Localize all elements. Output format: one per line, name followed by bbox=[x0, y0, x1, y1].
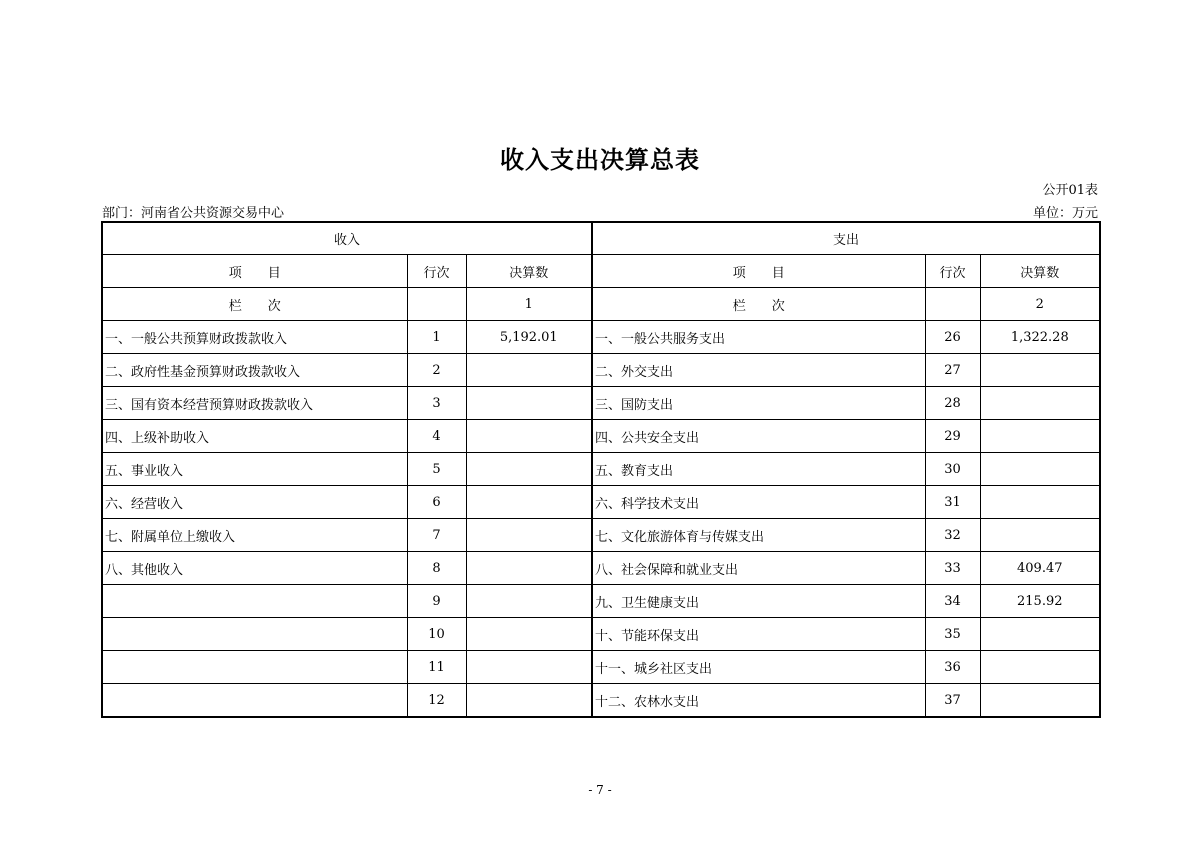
income-row-no: 4 bbox=[407, 420, 466, 453]
income-row-no: 11 bbox=[407, 651, 466, 684]
expense-row-no: 36 bbox=[925, 651, 980, 684]
income-amount bbox=[466, 552, 592, 585]
expense-amount bbox=[980, 387, 1100, 420]
income-amount bbox=[466, 486, 592, 519]
expense-item: 一、一般公共服务支出 bbox=[592, 321, 925, 354]
income-item: 六、经营收入 bbox=[102, 486, 407, 519]
page-number: - 7 - bbox=[588, 783, 612, 797]
table-row bbox=[102, 552, 1100, 585]
expense-amount bbox=[980, 354, 1100, 387]
expense-amount: 409.47 bbox=[980, 552, 1100, 585]
expense-col-blank bbox=[925, 288, 980, 321]
table-row bbox=[102, 618, 1100, 651]
table-row bbox=[102, 420, 1100, 453]
income-amount-header: 决算数 bbox=[466, 255, 592, 288]
income-item bbox=[102, 585, 407, 618]
expense-row-no: 34 bbox=[925, 585, 980, 618]
expense-item: 六、科学技术支出 bbox=[592, 486, 925, 519]
income-amount: 5,192.01 bbox=[466, 321, 592, 354]
expense-amount: 1,322.28 bbox=[980, 321, 1100, 354]
form-number: 公开01表 bbox=[1042, 183, 1098, 198]
income-row-no: 1 bbox=[407, 321, 466, 354]
expense-amount bbox=[980, 651, 1100, 684]
income-amount bbox=[466, 453, 592, 486]
expense-item: 五、教育支出 bbox=[592, 453, 925, 486]
expense-item-header: 项 目 bbox=[592, 255, 925, 288]
income-item: 七、附属单位上缴收入 bbox=[102, 519, 407, 552]
expense-row-no: 35 bbox=[925, 618, 980, 651]
expense-row-no: 32 bbox=[925, 519, 980, 552]
income-amount bbox=[466, 585, 592, 618]
expense-amount bbox=[980, 486, 1100, 519]
column-index-row bbox=[102, 288, 1100, 321]
table-row bbox=[102, 519, 1100, 552]
income-amount bbox=[466, 420, 592, 453]
table-row bbox=[102, 453, 1100, 486]
income-amount bbox=[466, 387, 592, 420]
income-item-header: 项 目 bbox=[102, 255, 407, 288]
income-item: 四、上级补助收入 bbox=[102, 420, 407, 453]
table-row bbox=[102, 486, 1100, 519]
expense-row-no: 37 bbox=[925, 684, 980, 718]
income-item bbox=[102, 684, 407, 718]
income-row-no: 3 bbox=[407, 387, 466, 420]
unit-label: 单位：万元 bbox=[1032, 206, 1098, 221]
expense-row-no: 27 bbox=[925, 354, 980, 387]
table-row bbox=[102, 387, 1100, 420]
income-row-no: 10 bbox=[407, 618, 466, 651]
income-col-blank bbox=[407, 288, 466, 321]
income-amount bbox=[466, 618, 592, 651]
expense-amount bbox=[980, 618, 1100, 651]
table-row bbox=[102, 354, 1100, 387]
expense-amount: 215.92 bbox=[980, 585, 1100, 618]
income-row-no-header: 行次 bbox=[407, 255, 466, 288]
expense-item: 十、节能环保支出 bbox=[592, 618, 925, 651]
income-section-header: 收入 bbox=[102, 222, 592, 255]
expense-item: 八、社会保障和就业支出 bbox=[592, 552, 925, 585]
table-row bbox=[102, 651, 1100, 684]
expense-item: 七、文化旅游体育与传媒支出 bbox=[592, 519, 925, 552]
income-row-no: 2 bbox=[407, 354, 466, 387]
income-row-no: 5 bbox=[407, 453, 466, 486]
income-amount bbox=[466, 354, 592, 387]
expense-amount bbox=[980, 684, 1100, 718]
expense-row-no: 26 bbox=[925, 321, 980, 354]
expense-col-no: 2 bbox=[980, 288, 1100, 321]
expense-row-no-header: 行次 bbox=[925, 255, 980, 288]
income-item: 一、一般公共预算财政拨款收入 bbox=[102, 321, 407, 354]
income-row-no: 7 bbox=[407, 519, 466, 552]
page-title: 收入支出决算总表 bbox=[500, 145, 700, 174]
table-row bbox=[102, 684, 1100, 718]
expense-item: 二、外交支出 bbox=[592, 354, 925, 387]
department-label: 部门：河南省公共资源交易中心 bbox=[102, 206, 285, 221]
income-amount bbox=[466, 651, 592, 684]
income-item bbox=[102, 651, 407, 684]
expense-row-no: 30 bbox=[925, 453, 980, 486]
column-header-row bbox=[102, 255, 1100, 288]
expense-col-label: 栏 次 bbox=[592, 288, 925, 321]
expense-amount-header: 决算数 bbox=[980, 255, 1100, 288]
table-row bbox=[102, 321, 1100, 354]
table-row bbox=[102, 585, 1100, 618]
income-item bbox=[102, 618, 407, 651]
expense-item: 九、卫生健康支出 bbox=[592, 585, 925, 618]
expense-row-no: 33 bbox=[925, 552, 980, 585]
income-col-no: 1 bbox=[466, 288, 592, 321]
income-row-no: 12 bbox=[407, 684, 466, 718]
income-item: 二、政府性基金预算财政拨款收入 bbox=[102, 354, 407, 387]
income-item: 五、事业收入 bbox=[102, 453, 407, 486]
expense-item: 十二、农林水支出 bbox=[592, 684, 925, 718]
income-item: 八、其他收入 bbox=[102, 552, 407, 585]
section-header-row bbox=[102, 222, 1100, 255]
income-amount bbox=[466, 519, 592, 552]
income-row-no: 8 bbox=[407, 552, 466, 585]
expense-row-no: 28 bbox=[925, 387, 980, 420]
expense-row-no: 29 bbox=[925, 420, 980, 453]
income-row-no: 6 bbox=[407, 486, 466, 519]
income-col-label: 栏 次 bbox=[102, 288, 407, 321]
income-expense-table bbox=[101, 221, 1101, 718]
expense-item: 三、国防支出 bbox=[592, 387, 925, 420]
expense-row-no: 31 bbox=[925, 486, 980, 519]
expense-amount bbox=[980, 420, 1100, 453]
expense-section-header: 支出 bbox=[592, 222, 1100, 255]
expense-amount bbox=[980, 453, 1100, 486]
income-amount bbox=[466, 684, 592, 718]
expense-item: 四、公共安全支出 bbox=[592, 420, 925, 453]
expense-item: 十一、城乡社区支出 bbox=[592, 651, 925, 684]
income-row-no: 9 bbox=[407, 585, 466, 618]
expense-amount bbox=[980, 519, 1100, 552]
income-item: 三、国有资本经营预算财政拨款收入 bbox=[102, 387, 407, 420]
